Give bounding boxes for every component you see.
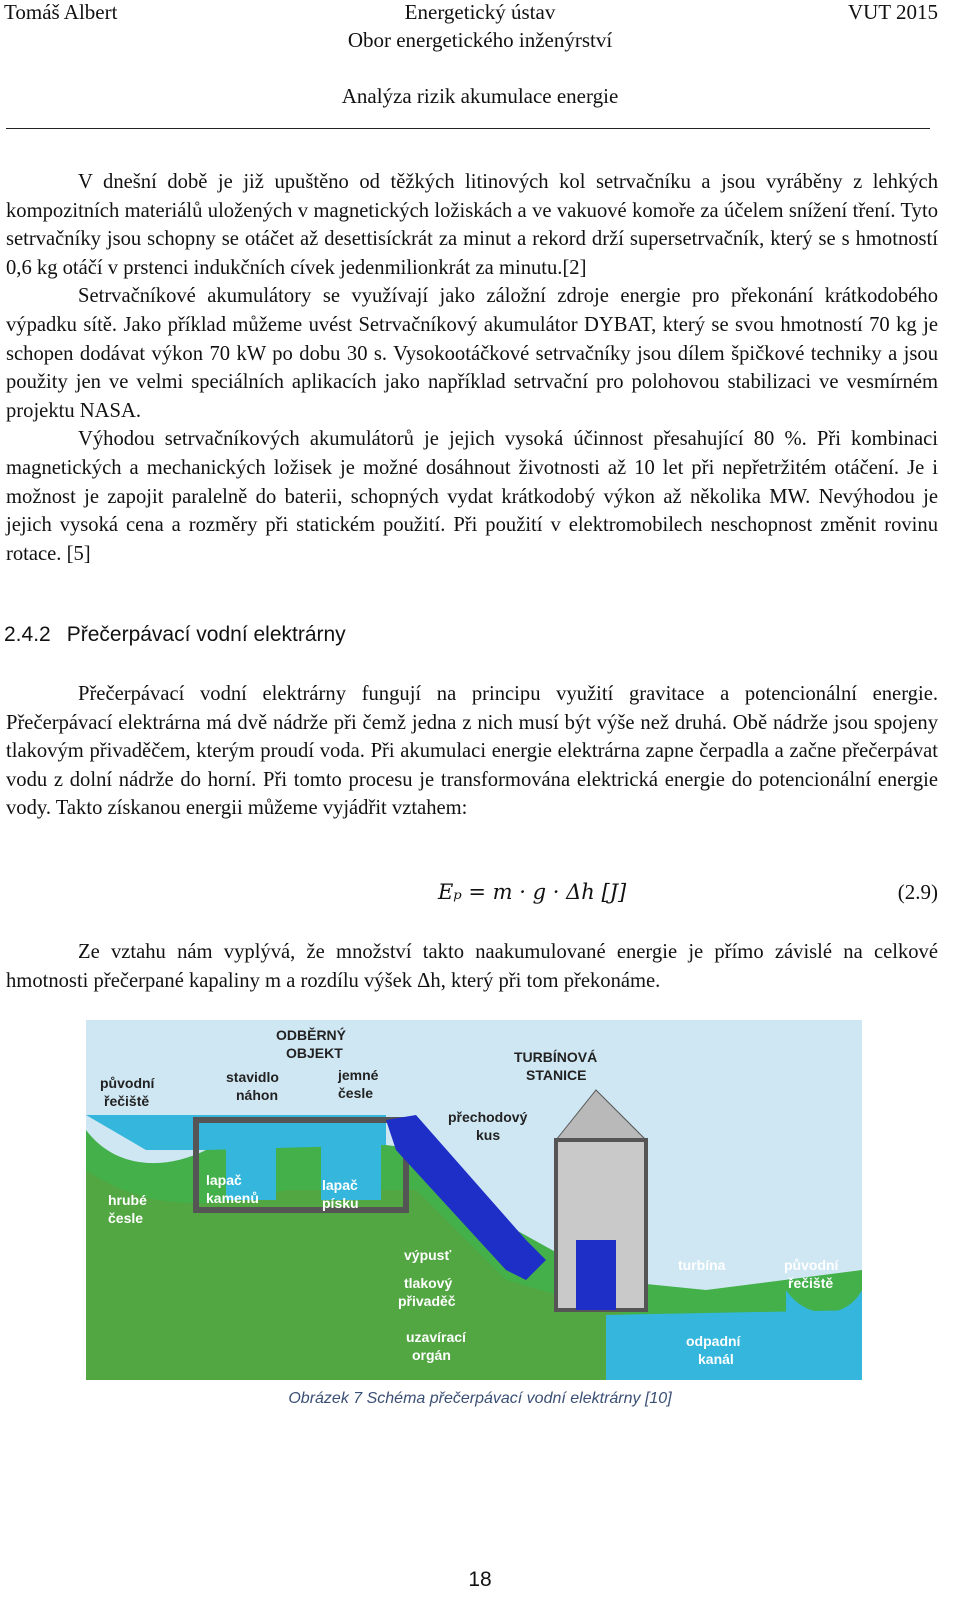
label-uzaviraci: uzavírací	[406, 1329, 466, 1345]
paragraph: Ze vztahu nám vyplývá, že množství takto naakumulované energie je přímo závislé na celkové hmotnosti přečerpané kapaliny m a rozdílu výšek Δh, který při tom překonáme.	[6, 941, 938, 992]
section-title: Přečerpávací vodní elektrárny	[66, 623, 346, 646]
label-objekt: OBJEKT	[286, 1045, 343, 1061]
label-tlakovy: tlakový	[404, 1275, 453, 1291]
label-cesle-2: česle	[108, 1210, 144, 1226]
label-lapac-2: lapač	[322, 1177, 358, 1193]
label-kanal: kanál	[698, 1351, 734, 1367]
label-stanice: STANICE	[526, 1067, 587, 1083]
label-jemne: jemné	[338, 1067, 379, 1083]
label-kus: kus	[476, 1127, 501, 1143]
label-pisku: písku	[322, 1195, 359, 1211]
equation: Eₚ = m · g · Δh [J]	[438, 880, 627, 904]
figure-caption: Obrázek 7 Schéma přečerpávací vodní elektrárny [10]	[288, 1390, 672, 1407]
label-reciste-2: řečiště	[788, 1275, 834, 1291]
turbine	[576, 1240, 616, 1310]
label-reciste-1: řečiště	[104, 1093, 150, 1109]
header-institute: Energetický ústav	[404, 0, 556, 24]
paragraph-block-2	[6, 680, 938, 823]
page-number: 18	[468, 1568, 492, 1591]
label-stavidlo: stavidlo	[226, 1069, 279, 1085]
pumped-storage-diagram	[86, 1020, 862, 1380]
paragraph: Přečerpávací vodní elektrárny fungují na principu využití gravitace a potencionální energie. Přečerpávací elektrárna má dvě nádrže při čemž jedna z nich musí být výše než druhá. Obě nádrže jsou spojeny tlakovým přivaděčem, kterým proudí voda. Při akumulaci energie elektrárna zapne čerpadla a začne přečerpávat vodu z dolní nádrže do horní. Při tomto procesu je transformována elektrická energie do potencionální energie vody. Takto získanou energii můžeme vyjádřit vztahem:	[6, 683, 938, 820]
header-rule	[6, 128, 930, 129]
label-lapac-1: lapač	[206, 1172, 242, 1188]
paragraph-block-1	[6, 168, 938, 568]
header-department: Obor energetického inženýrství	[347, 28, 613, 52]
label-organ: orgán	[412, 1347, 451, 1363]
paragraph: Výhodou setrvačníkových akumulátorů je jejich vysoká účinnost přesahující 80 %. Při kombinaci magnetických a mechanických ložisek je možné dosáhnout životnosti až 10 let při nepřetržitém otáčení. Je i možnost je zapojit paralelně do baterii, schopných vydat krátkodobý výkon až několika MW. Nevýhodou je jejich vysoká cena a rozměry při statickém použití. Při použití v elektromobilech neschopnost změnit rovinu rotace. [5]	[6, 428, 938, 565]
label-odpadni: odpadní	[686, 1333, 741, 1349]
equation-number: (2.9)	[897, 880, 938, 904]
label-nahon: náhon	[236, 1087, 278, 1103]
paragraph-block-3	[6, 938, 938, 995]
header-year: VUT 2015	[847, 0, 938, 24]
label-puvodni-2: původní	[784, 1257, 839, 1273]
section-heading	[4, 623, 346, 647]
label-privadec: přivaděč	[398, 1293, 456, 1309]
label-turbinova: TURBÍNOVÁ	[514, 1049, 598, 1065]
header-title: Analýza rizik akumulace energie	[341, 84, 619, 108]
label-odberny: ODBĚRNÝ	[276, 1027, 347, 1043]
section-number: 2.4.2	[4, 623, 51, 646]
label-hrube: hrubé	[108, 1192, 147, 1208]
header-author: Tomáš Albert	[4, 0, 118, 24]
paragraph: V dnešní době je již upuštěno od těžkých litinových kol setrvačníku a jsou vyráběny z lehkých kompozitních materiálů uložených v magnetických ložiskách a ve vakuové komoře za účelem snížení tření. Tyto setrvačníky jsou schopny se otáčet až desettisíckrát za minut a rekord drží supersetrvačník, který se s hmotností 0,6 kg otáčí v prstenci indukčních cívek jedenmilionkrát za minutu.[2]	[6, 171, 938, 279]
label-vypust: výpusť	[404, 1247, 452, 1263]
label-cesle-1: česle	[338, 1085, 374, 1101]
label-kamenu: kamenů	[206, 1190, 259, 1206]
label-turbina: turbína	[678, 1257, 726, 1273]
paragraph: Setrvačníkové akumulátory se využívají jako záložní zdroje energie pro překonání krátkodobého výpadku sítě. Jako příklad můžeme uvést Setrvačníkový akumulátor DYBAT, který se svou hmotností 70 kg je schopen dodávat výkon 70 kW po dobu 30 s. Vysokootáčkové setrvačníky jsou dílem špičkové techniky a jsou použity jen ve velmi speciálních aplikacích jako například setrvační pro polohovou stabilizaci ve vesmírném projektu NASA.	[6, 285, 938, 422]
label-prechodovy: přechodový	[448, 1109, 528, 1125]
label-puvodni-1: původní	[100, 1075, 155, 1091]
